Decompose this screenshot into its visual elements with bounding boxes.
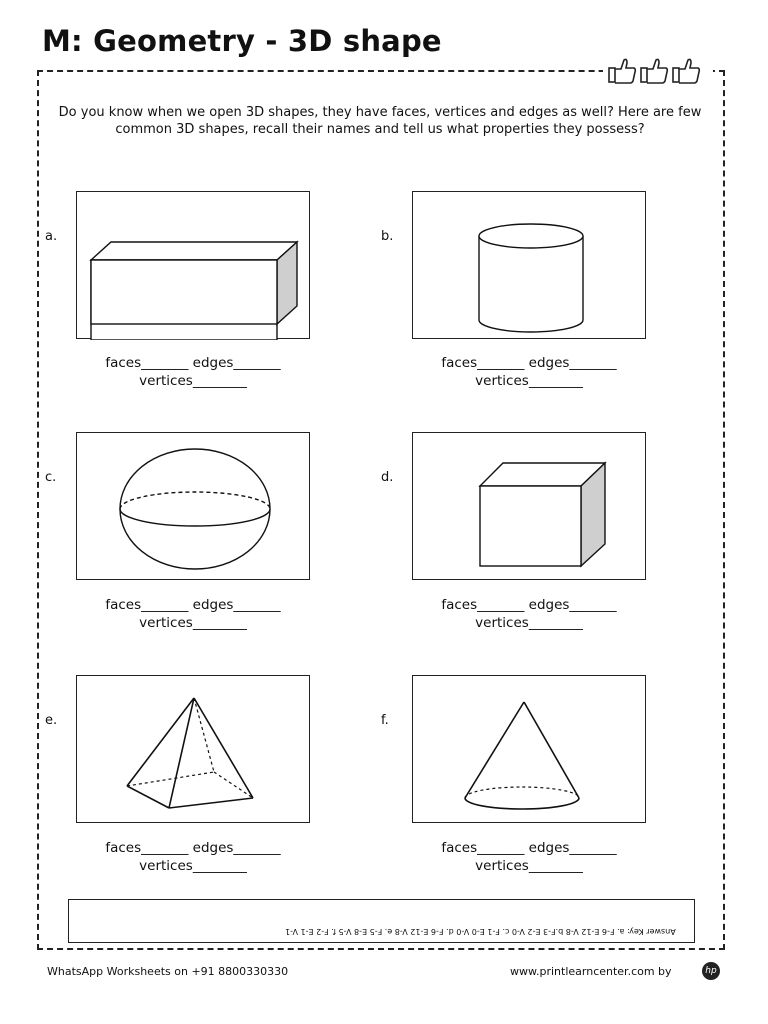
vertices-blank[interactable]: vertices________ (475, 858, 583, 874)
faces-edges-blank[interactable]: faces_______ edges_______ (105, 840, 281, 856)
cube-icon (413, 433, 647, 581)
page-title: M: Geometry - 3D shape (42, 24, 442, 58)
shape-letter: a. (45, 229, 58, 244)
vertices-blank[interactable]: vertices________ (475, 615, 583, 631)
thumbs-up-rating (603, 50, 713, 90)
faces-edges-blank[interactable]: faces_______ edges_______ (441, 840, 617, 856)
intro-text: Do you know when we open 3D shapes, they have faces, vertices and edges as well? Here are few common 3D shapes, recall their names and tell us what properties they possess? (58, 105, 702, 137)
shape-letter: b. (381, 229, 394, 244)
shape-box-b (412, 191, 646, 339)
vertices-blank[interactable]: vertices________ (139, 373, 247, 389)
shape-box-c (76, 432, 310, 580)
shape-letter: e. (45, 713, 58, 728)
square-pyramid-icon (77, 676, 311, 828)
faces-edges-blank[interactable]: faces_______ edges_______ (441, 355, 617, 371)
faces-edges-blank[interactable]: faces_______ edges_______ (105, 597, 281, 613)
shape-letter: d. (381, 470, 394, 485)
shape-letter: f. (381, 713, 389, 728)
thumbs-up-icon (609, 59, 635, 83)
hp-logo-icon: hp (702, 962, 720, 980)
thumbs-up-icon (673, 59, 699, 83)
faces-edges-blank[interactable]: faces_______ edges_______ (441, 597, 617, 613)
vertices-blank[interactable]: vertices________ (139, 858, 247, 874)
shape-letter: c. (45, 470, 57, 485)
answer-key-box (68, 899, 695, 943)
thumbs-up-icon (641, 59, 667, 83)
vertices-blank[interactable]: vertices________ (139, 615, 247, 631)
cylinder-icon (413, 192, 647, 340)
whatsapp-footer: WhatsApp Worksheets on +91 8800330330 (47, 965, 289, 978)
website-footer[interactable]: www.printlearncenter.com by (510, 965, 672, 978)
shape-box-e (76, 675, 310, 823)
shape-box-a (76, 191, 310, 339)
shape-box-f (412, 675, 646, 823)
answer-key-text: Answer Key: a. F-6 E-12 V-8 b.F-3 E-2 V-0 c. F-1 E-0 V-0 d. F-6 E-12 V-8 e. F-5 E-8 V-5 f. F-2 E-1 V-1 (285, 927, 676, 936)
faces-edges-blank[interactable]: faces_______ edges_______ (105, 355, 281, 371)
sphere-icon (77, 433, 311, 581)
cuboid-icon (77, 192, 311, 340)
vertices-blank[interactable]: vertices________ (475, 373, 583, 389)
cone-icon (413, 676, 647, 828)
shape-box-d (412, 432, 646, 580)
